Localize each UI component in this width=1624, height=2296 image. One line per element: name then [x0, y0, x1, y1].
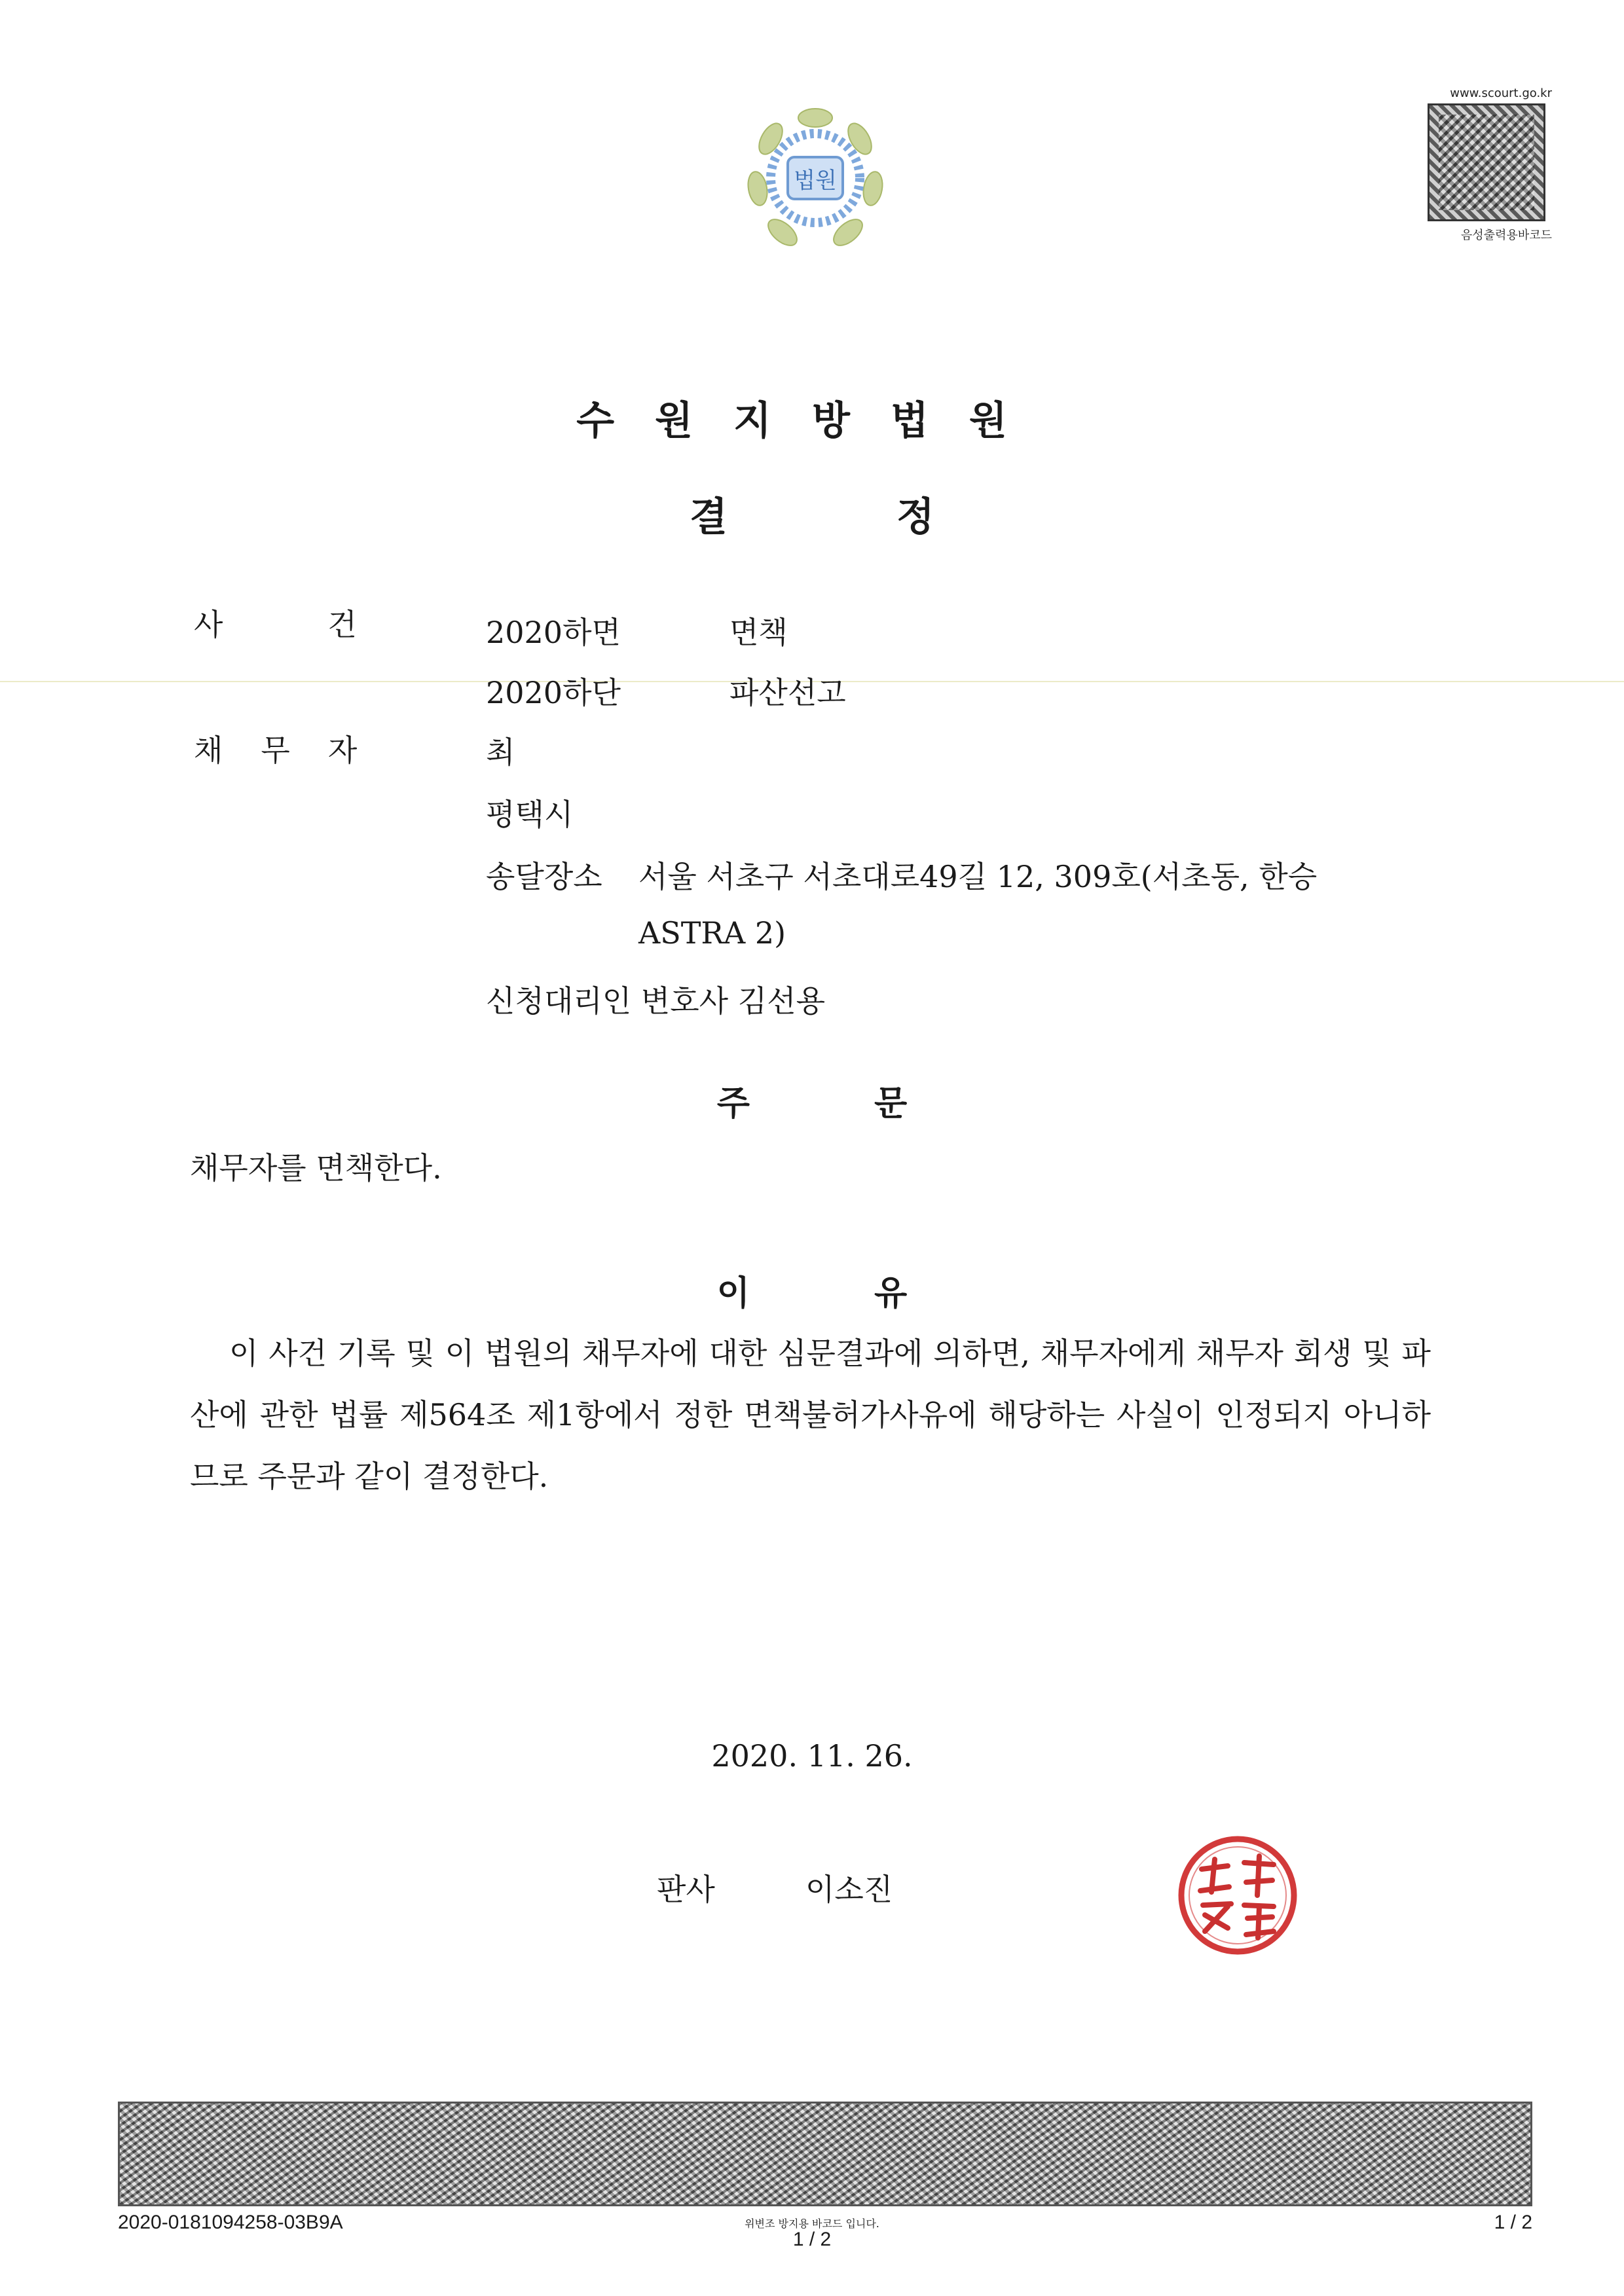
case-type-2: 파산선고 — [729, 675, 846, 710]
delivery-address-line1: 서울 서초구 서초대로49길 12, 309호(서초동, 한승 — [638, 859, 1318, 894]
barcode-notice: 위변조 방지용 바코드 입니다. — [745, 2217, 879, 2230]
order-heading: 주문 — [716, 1084, 1032, 1123]
court-url: www.scourt.go.kr — [1450, 86, 1552, 100]
judge-stamp — [1175, 1833, 1300, 1958]
court-name: 수원지방법원 — [576, 398, 1048, 444]
delivery-label: 송달장소 — [486, 859, 602, 894]
voice-output-barcode — [1428, 103, 1545, 221]
debtor-name: 최 — [486, 735, 515, 770]
case-type-1: 면책 — [729, 615, 788, 650]
reason-heading: 이유 — [716, 1274, 1032, 1313]
reason-text: 이 사건 기록 및 이 법원의 채무자에 대한 심문결과에 의하면, 채무자에게 채무자 회생 및 파산에 관한 법률 제564조 제1항에서 정한 면책불허가사유에 해당하는 사실이 인정되지 아니하므로 주문과 같이 결정한다. — [190, 1336, 1431, 1494]
case-number-1: 2020하면 — [486, 615, 621, 650]
barcode-caption: 음성출력용바코드 — [1460, 228, 1552, 242]
document-number: 2020-0181094258-03B9A — [118, 2212, 343, 2233]
case-label: 사건 — [194, 607, 462, 642]
page-number-right: 1 / 2 — [1494, 2212, 1532, 2233]
anti-forgery-barcode — [118, 2102, 1532, 2206]
judge-title: 판사 — [657, 1872, 715, 1907]
document-title: 결정 — [690, 494, 1103, 540]
delivery-address-line2: ASTRA 2) — [638, 915, 786, 951]
debtor-label: 채무자 — [194, 733, 396, 768]
page-number-center: 1 / 2 — [792, 2229, 832, 2250]
order-text: 채무자를 면책한다. — [190, 1150, 442, 1186]
seal-text: 법원 — [794, 168, 837, 194]
attorney: 신청대리인 변호사 김선용 — [486, 983, 826, 1019]
judge-name: 이소진 — [805, 1872, 893, 1907]
decision-date: 2020. 11. 26. — [711, 1738, 913, 1774]
case-number-2: 2020하단 — [486, 675, 621, 710]
debtor-address: 평택시 — [486, 797, 574, 832]
